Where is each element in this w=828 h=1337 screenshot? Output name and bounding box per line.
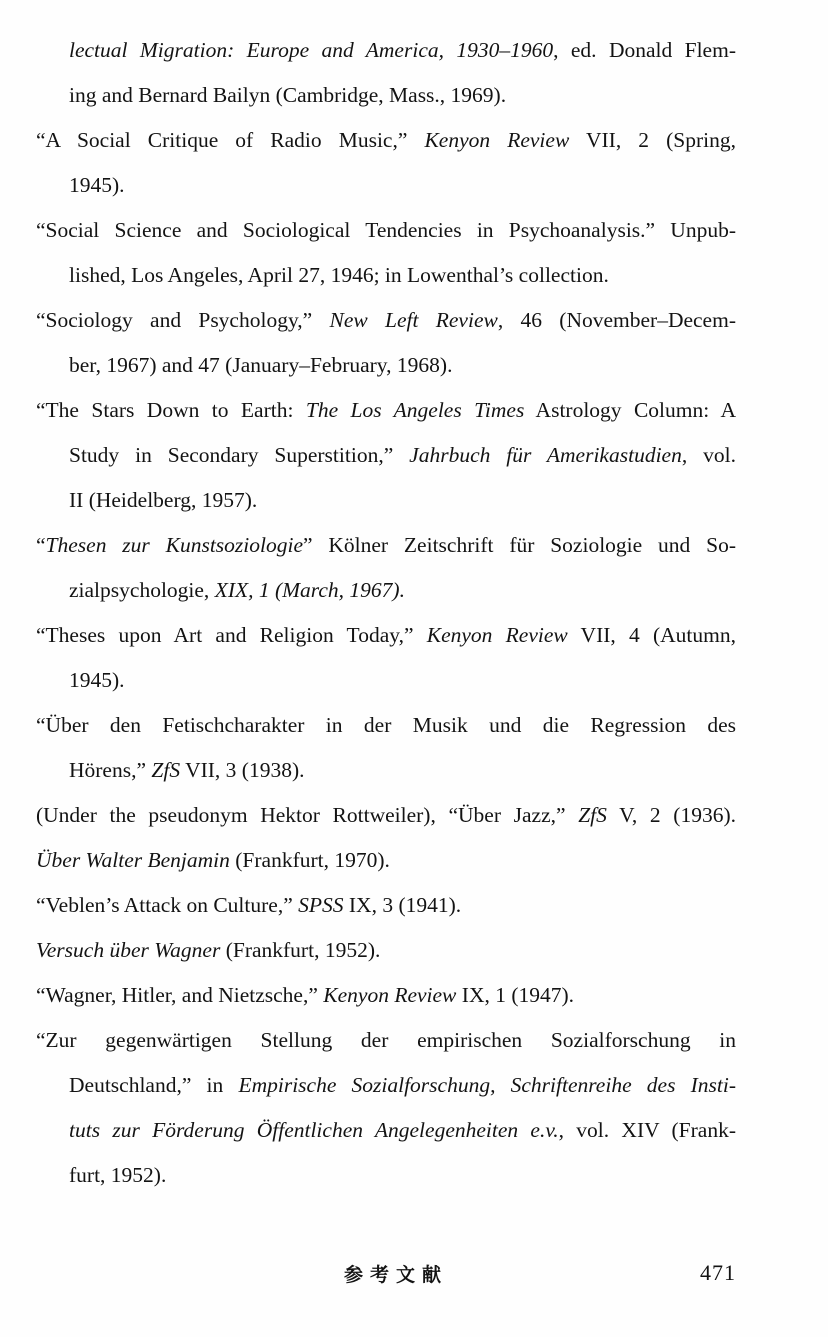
bibliography-line: “Theses upon Art and Religion Today,” Kenyon Review VII, 4 (Autumn,: [36, 623, 736, 647]
bibliography-line: furt, 1952).: [69, 1163, 167, 1187]
footer-section-title: 参考文献: [344, 1264, 449, 1286]
bibliography-line: “Sociology and Psychology,” New Left Review, 46 (November–Decem-: [36, 308, 736, 332]
bibliography-line: “Über den Fetischcharakter in der Musik und die Regression des: [36, 713, 736, 737]
bibliography-line: “Social Science and Sociological Tendencies in Psychoanalysis.” Unpub-: [36, 218, 736, 242]
bibliography-entry: [36, 973, 736, 1018]
bibliography-line: II (Heidelberg, 1957).: [69, 488, 258, 512]
bibliography-entry: [36, 298, 736, 388]
bibliography-line: (Under the pseudonym Hektor Rottweiler), “Über Jazz,” ZfS V, 2 (1936).: [36, 803, 736, 827]
bibliography-entry: [36, 1018, 736, 1198]
bibliography-line: lectual Migration: Europe and America, 1930–1960, ed. Donald Flem-: [69, 38, 736, 62]
bibliography-entry: [36, 793, 736, 838]
bibliography-line: ber, 1967) and 47 (January–February, 1968).: [69, 353, 453, 377]
bibliography-entry: [36, 703, 736, 793]
bibliography-line: “Thesen zur Kunstsoziologie” Kölner Zeitschrift für Soziologie und So-: [36, 533, 736, 557]
bibliography-line: Über Walter Benjamin (Frankfurt, 1970).: [36, 848, 390, 872]
bibliography-entry: [36, 928, 736, 973]
bibliography-line: “Wagner, Hitler, and Nietzsche,” Kenyon Review IX, 1 (1947).: [36, 983, 575, 1007]
bibliography-line: tuts zur Förderung Öffentlichen Angelegenheiten e.v., vol. XIV (Frank-: [69, 1118, 736, 1142]
bibliography-list: [36, 28, 736, 1198]
bibliography-line: Hörens,” ZfS VII, 3 (1938).: [69, 758, 305, 782]
bibliography-entry: [36, 883, 736, 928]
bibliography-line: Versuch über Wagner (Frankfurt, 1952).: [36, 938, 381, 962]
bibliography-line: “The Stars Down to Earth: The Los Angeles Times Astrology Column: A: [36, 398, 736, 422]
bibliography-line: zialpsychologie, XIX, 1 (March, 1967).: [69, 578, 405, 602]
bibliography-line: 1945).: [69, 173, 125, 197]
bibliography-entry: [36, 28, 736, 118]
page-number: 471: [700, 1260, 736, 1285]
bibliography-line: Study in Secondary Superstition,” Jahrbuch für Amerikastudien, vol.: [69, 443, 736, 467]
bibliography-entry: [36, 613, 736, 703]
bibliography-entry: [36, 118, 736, 208]
bibliography-line: “Zur gegenwärtigen Stellung der empirischen Sozialforschung in: [36, 1028, 736, 1052]
bibliography-entry: [36, 523, 736, 613]
bibliography-entry: [36, 208, 736, 298]
bibliography-line: “Veblen’s Attack on Culture,” SPSS IX, 3 (1941).: [36, 893, 462, 917]
bibliography-line: Deutschland,” in Empirische Sozialforschung, Schriftenreihe des Insti-: [69, 1073, 736, 1097]
bibliography-line: 1945).: [69, 668, 125, 692]
bibliography-line: ing and Bernard Bailyn (Cambridge, Mass., 1969).: [69, 83, 507, 107]
bibliography-entry: [36, 388, 736, 523]
bibliography-line: lished, Los Angeles, April 27, 1946; in Lowenthal’s collection.: [69, 263, 609, 287]
bibliography-entry: [36, 838, 736, 883]
page-footer: [36, 1256, 736, 1290]
bibliography-line: “A Social Critique of Radio Music,” Kenyon Review VII, 2 (Spring,: [36, 128, 736, 152]
